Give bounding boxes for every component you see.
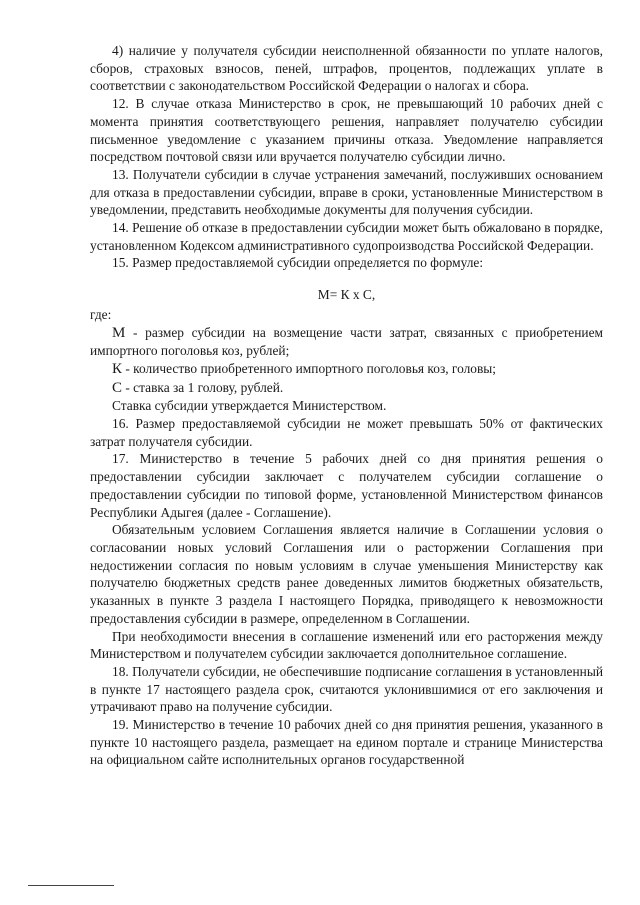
- paragraph-18: 18. Получатели субсидии, не обеспечившие подписание соглашения в установленный в пункте 17 настоящего раздела срок, считаются уклонившимися от его заключения и утрачивают право на получение субсидии.: [90, 663, 603, 715]
- where-label: где:: [90, 306, 112, 322]
- document-page: [90, 42, 603, 769]
- paragraph-item-4: 4) наличие у получателя субсидии неисполненной обязанности по уплате налогов, сборов, страховых взносов, пеней, штрафов, процентов, подлежащих уплате в соответствии с законодательством Российской Федерации о налогах и сбора.: [90, 43, 603, 94]
- paragraph-14: 14. Решение об отказе в предоставлении субсидии может быть обжаловано в порядке, установленном Кодексом административного судопроизводства Российской Федерации.: [90, 220, 603, 253]
- footer-divider: [28, 885, 114, 886]
- paragraph-13: 13. Получатели субсидии в случае устранения замечаний, послуживших основанием для отказа в предоставлении субсидии, вправе в сроки, установленные Министерством в уведомлении, представить необходимые документы для получения субсидии.: [90, 166, 603, 218]
- symbol-k: К: [112, 360, 123, 377]
- paragraph-15: 15. Размер предоставляемой субсидии определяется по формуле:: [112, 255, 484, 271]
- paragraph-17-amendment: При необходимости внесения в соглашение изменений или его расторжения между Министерством и получателем субсидии заключается дополнительное соглашение.: [90, 628, 603, 662]
- definition-k-text: - количество приобретенного импортного поголовья коз, головы;: [122, 360, 497, 376]
- definition-k: [90, 360, 603, 379]
- definition-c: [90, 379, 603, 398]
- definition-m-text: - размер субсидии на возмещение части затрат, связанных с приобретением импортного поголовья коз, рублей;: [90, 324, 603, 359]
- paragraph-16: 16. Размер предоставляемой субсидии не может превышать 50% от фактических затрат получателя субсидии.: [90, 416, 603, 449]
- paragraph-12: 12. В случае отказа Министерство в срок, не превышающий 10 рабочих дней с момента принятия соответствующего решения, направляет получателю субсидии письменное уведомление с указанием причины отказа. Уведомление направляется посредством почтовой связи или вручается получателю субсидии лично.: [90, 96, 603, 165]
- paragraph-17: 17. Министерство в течение 5 рабочих дней со дня принятия решения о предоставлении субсидии заключает с получателем субсидии соглашение о предоставлении субсидии по типовой форме, установленной Министерством финансов Республики Адыгея (далее - Соглашение).: [90, 451, 603, 520]
- symbol-c: С: [112, 379, 123, 396]
- definition-c-text: - ставка за 1 голову, рублей.: [122, 379, 284, 395]
- symbol-m: М: [112, 324, 126, 341]
- definition-m: [90, 324, 603, 360]
- paragraph-19: 19. Министерство в течение 10 рабочих дней со дня принятия решения, указанного в пункте 10 настоящего раздела, размещает на едином портале и странице Министерства на официальном сайте исполнительных органов государственной: [90, 717, 603, 768]
- paragraph-17-condition: Обязательным условием Соглашения является наличие в Соглашении условия о согласовании новых условий Соглашения или о расторжении Соглашения при недостижении согласия по новым условиям в случае уменьшения Министерству как получателю бюджетных средств ранее доведенных лимитов бюджетных обязательств, указанных в пункте 3 раздела I настоящего Порядка, приводящего к невозможности предоставления субсидии в размере, определенном в Соглашении.: [90, 522, 603, 626]
- rate-statement: Ставка субсидии утверждается Министерством.: [112, 398, 387, 414]
- subsidy-formula: М= К х С,: [317, 287, 376, 303]
